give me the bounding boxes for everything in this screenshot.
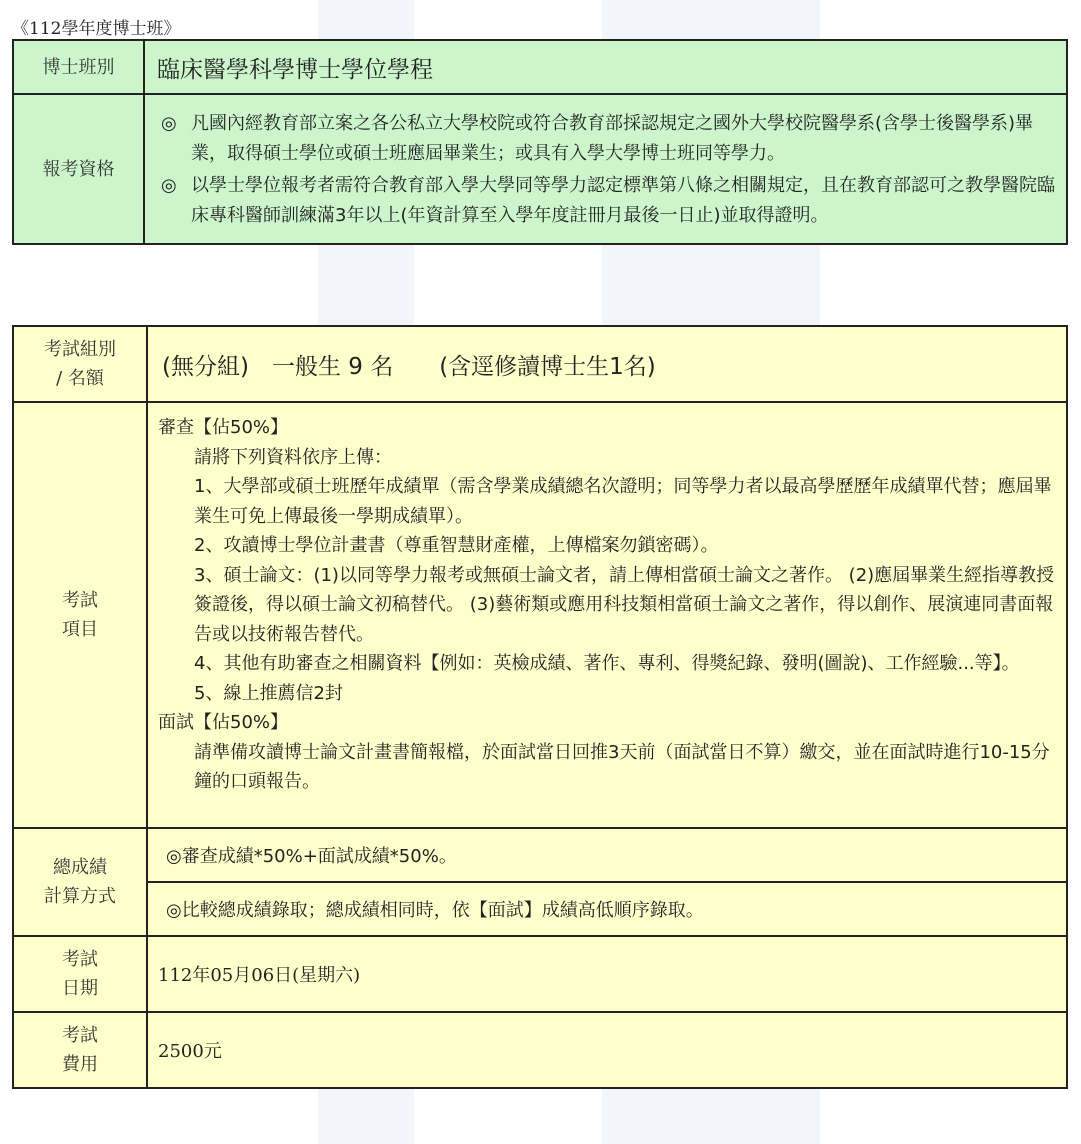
score-formula-text: 審查成績*50%+面試成績*50%。 [181,845,457,867]
program-qualification-table [12,39,1068,245]
review-item: 2、攻讀博士學位計畫書（尊重智慧財產權，上傳檔案勿鎖密碼）。 [194,535,719,556]
program-label: 博士班別 [13,40,144,94]
qualification-item [161,171,1056,231]
date-label-line: 日期 [62,977,98,999]
score-row [13,828,1067,882]
fee-label-line: 考試 [62,1024,98,1046]
exam-items-label-line: 項目 [62,618,98,640]
date-row [13,936,1067,1012]
review-intro: 請將下列資料依序上傳： [194,446,392,468]
qualification-item [161,109,1056,169]
review-item: 4、其他有助審查之相關資料【例如：英檢成績、著作、專利、得獎紀錄、發明(圖說)、工作經驗...等】。 [194,653,1020,674]
exam-fee: 2500元 [147,1012,1067,1088]
group-label-line: / 名額 [56,368,104,389]
exam-items-label [13,402,147,828]
group-label [13,326,147,402]
score-label-line: 計算方式 [44,885,116,907]
interview-text: 請準備攻讀博士論文計畫書簡報檔，於面試當日回推3天前（面試當日不算）繳交，並在面試時進行10-15分鐘的口頭報告。 [194,741,1050,792]
score-label [13,828,147,936]
qualification-content [144,94,1067,244]
program-row [13,40,1067,94]
page-caption: 《112學年度博士班》 [12,19,181,39]
interview-heading: 面試【佔50%】 [158,712,289,733]
group-label-line: 考試組別 [44,339,116,360]
fee-row [13,1012,1067,1088]
group-row [13,326,1067,402]
program-name: 臨床醫學科學博士學位學程 [144,40,1067,94]
score-rule [147,882,1067,936]
bullet-icon: ◎ [166,845,182,867]
exam-details-table [12,325,1068,1089]
qualification-text: 凡國內經教育部立案之各公私立大學校院或符合教育部採認規定之國外大學校院醫學系(含學士後醫學系)畢業，取得碩士學位或碩士班應屆畢業生；或具有入學大學博士班同等學力。 [191,113,1034,164]
bullet-icon: ◎ [161,175,177,196]
bullet-icon: ◎ [166,899,182,921]
score-label-line: 總成績 [53,856,107,878]
exam-items-row [13,402,1067,828]
score-rule-row [13,882,1067,936]
review-heading: 審查【佔50%】 [158,417,289,438]
review-item: 1、大學部或碩士班歷年成績單（需含學業成績總名次證明；同等學力者以最高學歷歷年成績單代替；應屆畢業生可免上傳最後一學期成績單）。 [194,476,1052,527]
score-rule-text: 比較總成績錄取；總成績相同時，依【面試】成績高低順序錄取。 [181,899,704,921]
qualification-label: 報考資格 [13,94,144,244]
score-formula [147,828,1067,882]
fee-label [13,1012,147,1088]
group-quota-text: (無分組) 一般生 9 名 (含逕修讀博士生1名) [162,353,656,380]
date-label [13,936,147,1012]
date-label-line: 考試 [62,948,98,970]
exam-items-content [147,402,1067,828]
exam-items-label-line: 考試 [62,589,98,611]
review-item: 3、碩士論文：(1)以同等學力報考或無碩士論文者，請上傳相當碩士論文之著作。 (2)應屆畢業生經指導教授簽證後，得以碩士論文初稿替代。 (3)藝術類或應用科技類相當碩士論文之著作，得以創作、展演連同書面報告或以技術報告替代。 [194,564,1055,645]
review-item: 5、線上推薦信2封 [194,682,343,704]
fee-label-line: 費用 [62,1053,98,1075]
qualification-row [13,94,1067,244]
qualification-text: 以學士學位報考者需符合教育部入學大學同等學力認定標準第八條之相關規定，且在教育部認可之教學醫院臨床專科醫師訓練滿3年以上(年資計算至入學年度註冊月最後一日止)並取得證明。 [191,175,1055,226]
group-quota [147,326,1067,402]
bullet-icon: ◎ [161,113,177,134]
exam-date: 112年05月06日(星期六) [147,936,1067,1012]
